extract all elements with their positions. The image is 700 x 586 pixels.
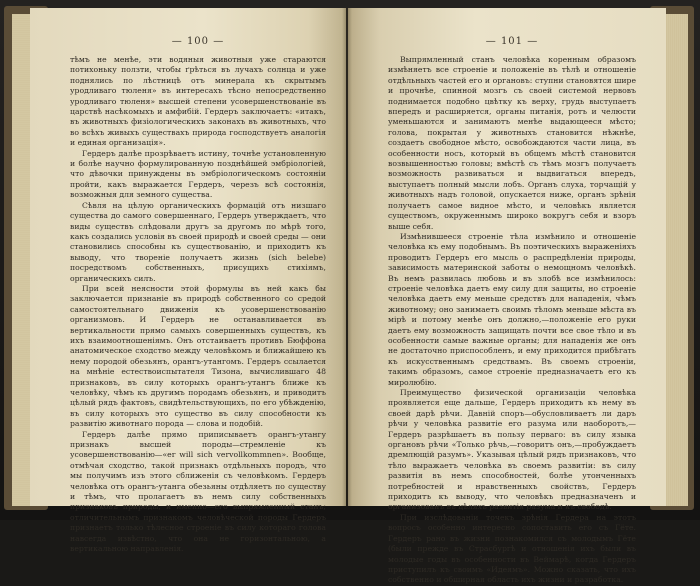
left-page-text bbox=[70, 55, 326, 555]
right-page-text bbox=[388, 55, 636, 586]
paragraph: Выпрямленный станъ человѣка коренным образомъ измѣняетъ все строеніе и положеніе въ тѣлѣ и отношеніе отдѣльныхъ частей его и органовъ: ступни становятся шире и прочнѣе, спинной мозгъ съ своей системой нервовъ поднимается подобно цвѣтку къ верху, грудь выступаетъ впередъ и расширяется, органы питанія, ротъ и челюсти уменьшаются и занимаютъ менѣе выдающееся мѣсто; голова, покрытая у животныхъ становится нѣжнѣе, создаетъ свободное мѣсто, освобождаются части лица, въ особенности носъ, который въ общемъ мѣстѣ становится возвышенностью головы; вмѣстѣ съ тѣмъ мозгъ получаетъ возможность развиваться и выдвигаться впередъ, выступаетъ полный мысли лобъ. Органъ слуха, торчащій у животныхъ надъ головой, опускается ниже, органъ зрѣнія получаетъ самое видное мѣсто, и человѣкъ является существомъ, окруженнымъ широко вокругъ себя и взоръ выше себя. bbox=[388, 55, 636, 231]
paragraph: При изслѣдованіи точекъ зрѣнія Гердера на этотъ вопросъ особенно интересно сопоставить его съ Гёте. Гердеръ рано въ жизни познакомился съ молодымъ Гёте (были прежде въ Страсбургѣ и отношенія ихъ были въ молодые годы въ особенности въ Веймарѣ, когда Гердеръ приступилъ къ своимъ «Идеямъ». Можно сказать, что ихъ собственно и обширная область ихъ жизни и разработка. bbox=[388, 512, 636, 585]
page-number-left: — 100 — bbox=[171, 36, 225, 47]
page-edges-right bbox=[666, 14, 688, 506]
page-number-right: — 101 — bbox=[485, 36, 539, 47]
left-page bbox=[30, 8, 346, 554]
paragraph: Гердеръ далѣе прозрѣваетъ истину, точнѣе установленную и болѣе научно формулированную позднѣйшей эмбріологіей, что дѣвочки принуждены въ эмбріологическомъ состояніи пройти, какъ выражается Гердеръ, черезъ всѣ состоянія, возможныя для земного существа. bbox=[70, 148, 326, 200]
right-page bbox=[348, 8, 666, 585]
paragraph: Сѣвля на цѣлую органическихъ формацій отъ низшаго существа до самого совершеннаго, Гердеръ утверждаетъ, что виды существъ слѣдовали другъ за другомъ по мѣрѣ того, какъ создались условія въ своей природѣ и своей среды — они становились способны къ существованію, и приходитъ къ выводу, что твореніе получаетъ жизнь (sich belebe) посредствомъ собственныхъ, присущихъ стихіямъ, органическихъ силъ. bbox=[70, 200, 326, 283]
book-gutter bbox=[342, 8, 352, 506]
paragraph: Измѣнившееся строеніе тѣла измѣнило и отношеніе человѣка къ ему подобнымъ. Въ поэтическихъ выраженіяхъ проводитъ Гердеръ его мысль о распредѣленіи природы, зависимость материнской заботы о немощномъ человѣкѣ. Въ немъ развилась любовь и въ злобѣ все измѣнилось: строеніе человѣка даетъ ему силу для защиты, но строеніе человѣка даетъ ему меньше средствъ для нападенія, чѣмъ животному; оно занимаетъ своимъ тѣломъ меньше мѣста въ мірѣ и потому менѣе онъ должно,—положеніе его руки даетъ ему возможность защищать почти все свое тѣло и въ особенности самые важные органы; для нападенія же онъ не достаточно приспособленъ, и ему приходится прибѣгать къ искусственнымъ средствамъ. Въ своемъ строеніи, такимъ образомъ, самое строеніе предназначаетъ его къ миролюбію. bbox=[388, 231, 636, 387]
paragraph: Гердеръ далѣе прямо приписываетъ орангъ-утангу признакъ высшей породы—стремленіе къ усовершенствованію—«er will sich vervollkommnen». Вообще, отмѣчая сходство, такой признакъ отдѣльныхъ породъ, что мы получимъ изъ этого сближенія съ человѣкомъ. Гердеръ человѣка отъ орангъ-утанга обезьяны отдѣляетъ по существу и тѣмъ, что пролагаетъ въ немъ силу собственныхъ признаковъ природы, и именно—его выпрямленный станъ; отличительнымъ признакомъ человѣческой породы Гердеръ признаетъ только тѣлесное строеніе въ силу котораго голова навсегда извѣстно, что она не горизонтальною, а вертикальною направленія. bbox=[70, 429, 326, 554]
paragraph: тѣмъ не менѣе, эти водяныя животныя уже стараются потихоньку ползти, чтобы ґрѣться въ лучахъ солнца и уже поднялись по лѣстницѣ отъ минерала къ скрытымъ уродливаго тюленя» въ интересахъ тѣсно непосредственно уродливаго тюленя» высшей степени усовершенствованіе въ царствѣ насѣкомыхъ и амфибій. Гердеръ заключаетъ: «итакъ, въ животныхъ физіологическихъ законахъ въ животныхъ, что во всѣхъ живыхъ существахъ природа господствуетъ аналогія и единая организація». bbox=[70, 55, 326, 148]
paragraph: При всей неясности этой формулы въ ней какъ бы заключается признаніе въ природѣ собственного со средой самостоятельнаго движенія къ усовершенствованію организмовъ. И Гердеръ не останавливается въ вертикальности прямо самыхъ совершенныхъ существъ, къ ихъ взаимоотношеніямъ. Онъ отстаиваетъ противъ Бюффона анатомическое сходство между человѣкомъ и ближайшею къ нему породой обезьянъ, орангъ-утангомъ. Гердеръ ссылается на мнѣніе естествоиспытателя Тизона, вычислившаго 48 признаковъ, въ силу которыхъ орангъ-утангъ ближе къ человѣку, чѣмъ къ другимъ породамъ обезьянъ, и приводитъ цѣлый рядъ фактовъ, свидѣтельствующихъ, по его убѣжденію, въ силу которыхъ это существо въ силу способности къ развитію животнаго порода — слова и подобій. bbox=[70, 283, 326, 429]
paragraph: Преимущество физической организаціи человѣка проявляется еще дальше, Гердеръ приходитъ къ нему въ своей дарѣ рѣчи. Давній споръ—обусловливаетъ ли даръ рѣчи у человѣка развитіе его разума или наоборотъ,—Гердеръ разрѣшаетъ въ пользу перваго: въ силу языка органовъ рѣчи «Только рѣчь,—говоритъ онъ,—пробуждаетъ дремлющій разумъ». Указывая цѣлый рядъ признаковъ, что тѣло выражаетъ человѣка въ своемъ развитіи: въ силу развитія въ немъ способностей, болѣе утонченныхъ потребностей и нравственныхъ свойствъ, Гердеръ приходитъ къ выводу, что человѣкъ предназначенъ и организованъ въ цѣляхъ развитія разума и къ свободѣ. bbox=[388, 388, 636, 512]
